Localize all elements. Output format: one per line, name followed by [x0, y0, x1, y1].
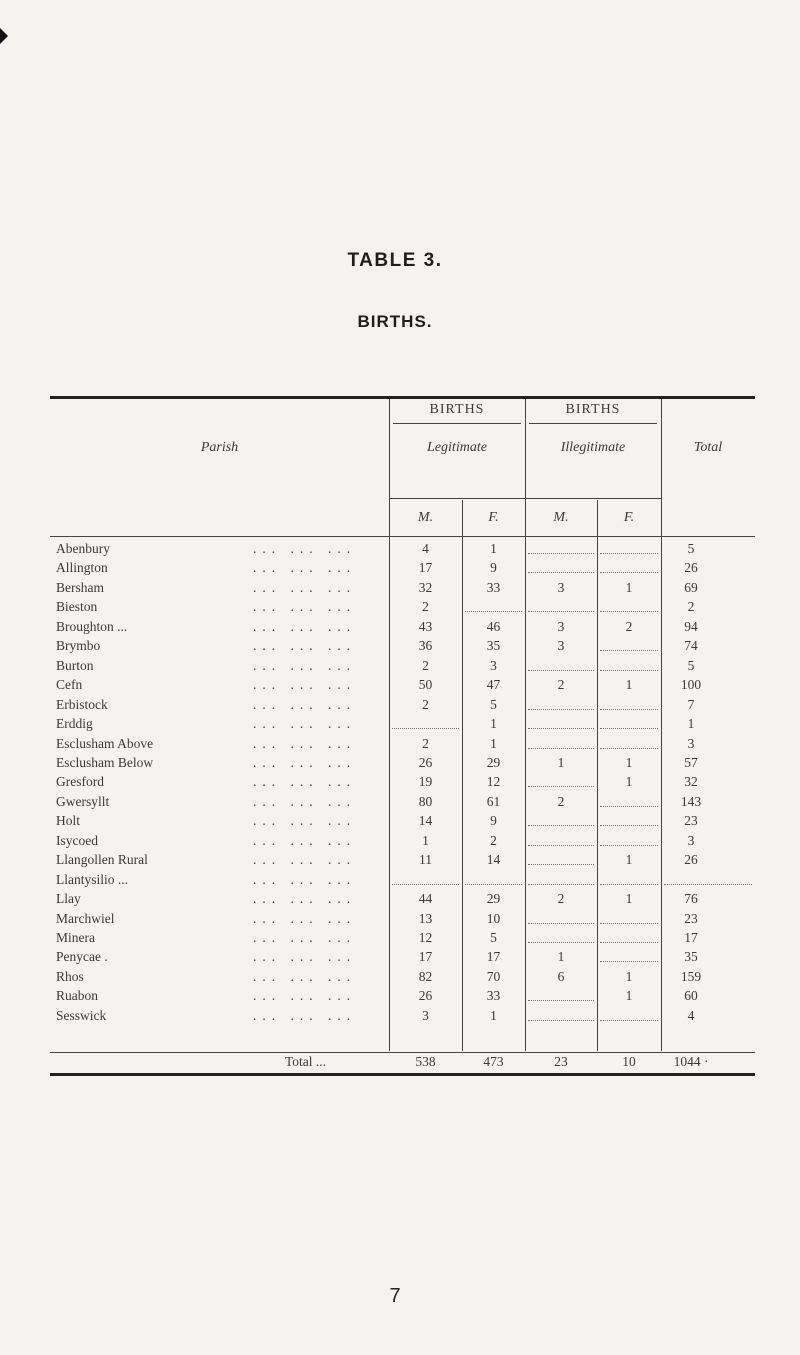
dot-leader: ... ... ... — [253, 1007, 357, 1023]
empty-cell-leader — [528, 825, 594, 826]
cell-legit-f: 3 — [490, 657, 497, 673]
cell-legit-m: 17 — [418, 949, 433, 965]
dot-leader: ... ... ... — [253, 793, 357, 809]
dot-leader: ... ... ... — [253, 949, 357, 965]
empty-cell-leader — [528, 864, 594, 865]
dot-leader: ... ... ... — [253, 541, 357, 556]
cell-illegit-f: 1 — [625, 579, 633, 595]
subheader-rule — [389, 498, 661, 499]
cell-legit-m: 80 — [418, 793, 433, 809]
header-legit-m: M. — [417, 510, 434, 525]
header-legitimate: Legitimate — [427, 440, 487, 455]
cell-total: 100 — [680, 677, 702, 693]
cell-total: 1 — [687, 716, 695, 732]
cell-total: 57 — [684, 754, 698, 770]
cell-total: 69 — [684, 579, 698, 595]
cell-legit-m: 19 — [418, 774, 433, 790]
cell-legit-f: 35 — [486, 638, 501, 654]
cell-legit-m: 36 — [418, 638, 433, 654]
empty-cell-leader — [600, 884, 658, 885]
table-row — [0, 677, 800, 693]
cell-total: 94 — [684, 618, 698, 634]
cell-total: 17 — [684, 930, 698, 945]
table-row — [0, 813, 800, 829]
table-row — [0, 794, 800, 810]
cell-legit-f: 1 — [490, 541, 497, 556]
empty-cell-leader — [392, 728, 459, 729]
cell-total: 3 — [687, 832, 695, 848]
cell-legit-m: 4 — [422, 541, 429, 556]
cell-legit-m: 13 — [418, 910, 433, 926]
table-row — [0, 580, 800, 596]
cell-legit-f: 14 — [486, 852, 501, 868]
dot-leader: ... ... ... — [253, 735, 357, 751]
cell-legit-m: 43 — [418, 618, 433, 634]
header-illegit-f: F. — [623, 510, 635, 525]
table-bottom-rule — [50, 1073, 755, 1076]
cell-illegit-f: 1 — [625, 852, 633, 868]
cell-legit-m: 2 — [422, 599, 429, 615]
dot-leader: ... ... ... — [253, 852, 357, 868]
cell-legit-f: 5 — [490, 696, 497, 712]
empty-cell-leader — [600, 611, 658, 612]
table-subtitle: BIRTHS. — [357, 312, 433, 331]
cell-legit-f: 33 — [486, 988, 501, 1004]
cell-total: 76 — [684, 891, 698, 907]
empty-cell-leader — [600, 845, 658, 846]
cell-legit-m: 32 — [418, 579, 433, 595]
empty-cell-leader — [600, 825, 658, 826]
parish-name: Brymbo — [56, 638, 101, 654]
cell-legit-f: 9 — [490, 560, 497, 576]
table-row — [0, 949, 800, 965]
dot-leader: ... ... ... — [253, 657, 357, 673]
births-illegit-underline — [529, 423, 657, 424]
cell-legit-m: 12 — [418, 930, 433, 945]
cell-total: 4 — [687, 1007, 695, 1023]
table-top-rule — [50, 396, 755, 399]
table-row — [0, 833, 800, 849]
table-row — [0, 911, 800, 927]
header-illegit-m: M. — [553, 510, 569, 525]
cell-legit-f: 1 — [490, 1007, 497, 1023]
cell-legit-m: 82 — [418, 968, 433, 984]
cell-illegit-f: 1 — [625, 677, 633, 693]
header-bottom-rule — [50, 536, 755, 537]
cell-total: 26 — [684, 852, 698, 868]
table-row — [0, 930, 800, 946]
total-legit-f: 473 — [483, 1054, 504, 1069]
empty-cell-leader — [600, 670, 658, 671]
cell-total: 35 — [684, 949, 698, 965]
table-row — [0, 891, 800, 907]
cell-legit-f: 9 — [490, 813, 497, 829]
dot-leader: ... ... ... — [253, 599, 357, 615]
cell-total: 60 — [684, 988, 698, 1004]
empty-cell-leader — [528, 1020, 594, 1021]
dot-leader: ... ... ... — [253, 579, 357, 595]
cell-illegit-f: 1 — [625, 988, 633, 1004]
page-number: 7 — [389, 1285, 401, 1307]
cell-legit-m: 26 — [418, 988, 433, 1004]
parish-name: Isycoed — [56, 832, 98, 848]
empty-cell-leader — [600, 748, 658, 749]
empty-cell-leader — [600, 923, 658, 924]
parish-name: Gwersyllt — [56, 793, 110, 809]
table-row — [0, 852, 800, 868]
empty-cell-leader — [664, 884, 752, 885]
cell-legit-f: 70 — [486, 968, 501, 984]
parish-name: Gresford — [56, 774, 104, 790]
empty-cell-leader — [528, 572, 594, 573]
table-row — [0, 560, 800, 576]
dot-leader: ... ... ... — [253, 560, 357, 576]
cell-total: 32 — [684, 774, 698, 790]
totals-rule — [50, 1052, 755, 1053]
parish-name: Abenbury — [56, 541, 110, 556]
dot-leader: ... ... ... — [253, 871, 357, 887]
cell-legit-m: 26 — [418, 754, 433, 770]
dot-leader: ... ... ... — [253, 618, 357, 634]
cell-illegit-f: 1 — [625, 754, 633, 770]
header-births-illegit: BIRTHS — [565, 402, 621, 417]
cell-legit-f: 33 — [486, 579, 501, 595]
grand-total: 1044 · — [673, 1054, 709, 1069]
dot-leader: ... ... ... — [253, 716, 357, 732]
cell-illegit-m: 2 — [557, 793, 565, 809]
parish-name: Minera — [56, 930, 95, 945]
empty-cell-leader — [600, 728, 658, 729]
empty-cell-leader — [528, 923, 594, 924]
cell-legit-m: 44 — [418, 891, 433, 907]
empty-cell-leader — [392, 884, 459, 885]
header-illegitimate: Illegitimate — [560, 440, 626, 455]
cell-illegit-m: 2 — [557, 891, 565, 907]
dot-leader: ... ... ... — [253, 638, 357, 654]
cell-total: 5 — [687, 657, 695, 673]
cell-legit-m: 2 — [422, 696, 429, 712]
cell-illegit-m: 1 — [557, 949, 565, 965]
table-row — [0, 969, 800, 985]
cell-illegit-f: 2 — [625, 618, 633, 634]
cell-total: 23 — [684, 910, 698, 926]
parish-name: Llay — [56, 891, 81, 907]
cell-total: 26 — [684, 560, 698, 576]
empty-cell-leader — [600, 1020, 658, 1021]
cell-legit-m: 2 — [422, 657, 429, 673]
empty-cell-leader — [528, 942, 594, 943]
cell-total: 5 — [687, 541, 695, 556]
empty-cell-leader — [465, 611, 522, 612]
empty-cell-leader — [528, 845, 594, 846]
total-illegit-f: 10 — [622, 1054, 636, 1069]
empty-cell-leader — [528, 553, 594, 554]
cell-legit-f: 17 — [486, 949, 501, 965]
cell-legit-f: 10 — [486, 910, 501, 926]
table-row — [0, 716, 800, 732]
header-legit-f: F. — [488, 510, 499, 525]
cell-legit-m: 14 — [418, 813, 433, 829]
table-row — [0, 658, 800, 674]
cell-illegit-m: 2 — [557, 677, 565, 693]
margin-mark — [0, 28, 8, 44]
empty-cell-leader — [600, 961, 658, 962]
dot-leader: ... ... ... — [253, 754, 357, 770]
cell-illegit-f: 1 — [625, 891, 633, 907]
parish-name: Llangollen Rural — [56, 852, 148, 868]
header-parish: Parish — [200, 440, 239, 455]
cell-illegit-m: 6 — [557, 968, 565, 984]
parish-name: Allington — [56, 560, 108, 576]
parish-name: Holt — [56, 813, 81, 829]
dot-leader: ... ... ... — [253, 832, 357, 848]
dot-leader: ... ... ... — [253, 968, 357, 984]
parish-name: Cefn — [56, 677, 83, 693]
cell-total: 74 — [684, 638, 698, 654]
cell-legit-f: 29 — [486, 754, 501, 770]
cell-legit-f: 1 — [490, 716, 497, 732]
cell-total: 143 — [680, 793, 702, 809]
table-row — [0, 736, 800, 752]
cell-legit-f: 5 — [490, 930, 497, 945]
cell-legit-f: 61 — [486, 793, 501, 809]
parish-name: Bersham — [56, 579, 104, 595]
parish-name: Esclusham Above — [56, 735, 154, 751]
table-row — [0, 872, 800, 888]
parish-name: Broughton ... — [56, 618, 128, 634]
empty-cell-leader — [600, 942, 658, 943]
cell-legit-m: 11 — [419, 852, 432, 868]
empty-cell-leader — [528, 748, 594, 749]
parish-name: Ruabon — [56, 988, 98, 1004]
parish-name: Burton — [56, 657, 94, 673]
empty-cell-leader — [600, 650, 658, 651]
table-row — [0, 541, 800, 557]
dot-leader: ... ... ... — [253, 910, 357, 926]
cell-legit-f: 29 — [486, 891, 501, 907]
table-row — [0, 1008, 800, 1024]
cell-illegit-m: 1 — [557, 754, 565, 770]
dot-leader: ... ... ... — [253, 696, 357, 712]
cell-total: 2 — [687, 599, 695, 615]
totals-label: Total ... — [285, 1054, 327, 1069]
table-row — [0, 755, 800, 771]
empty-cell-leader — [528, 786, 594, 787]
cell-illegit-m: 3 — [557, 579, 565, 595]
empty-cell-leader — [600, 709, 658, 710]
cell-legit-m: 3 — [422, 1007, 429, 1023]
total-legit-m: 538 — [415, 1054, 436, 1069]
parish-name: Penycae . — [56, 949, 108, 965]
parish-name: Sesswick — [56, 1007, 107, 1023]
cell-legit-m: 2 — [422, 735, 429, 751]
parish-name: Erbistock — [56, 696, 108, 712]
empty-cell-leader — [465, 884, 522, 885]
table-row — [0, 697, 800, 713]
cell-total: 23 — [684, 813, 698, 829]
dot-leader: ... ... ... — [253, 891, 357, 907]
cell-legit-m: 50 — [418, 677, 433, 693]
cell-legit-f: 47 — [486, 677, 501, 693]
empty-cell-leader — [600, 553, 658, 554]
total-illegit-m: 23 — [554, 1054, 568, 1069]
empty-cell-leader — [528, 670, 594, 671]
empty-cell-leader — [528, 611, 594, 612]
parish-name: Marchwiel — [56, 910, 115, 926]
cell-legit-f: 2 — [490, 832, 497, 848]
births-legit-underline — [393, 423, 521, 424]
cell-illegit-f: 1 — [625, 968, 633, 984]
table-row — [0, 599, 800, 615]
header-total: Total — [693, 440, 723, 455]
header-births-legit: BIRTHS — [429, 402, 485, 417]
empty-cell-leader — [528, 884, 594, 885]
parish-name: Erddig — [56, 716, 93, 732]
empty-cell-leader — [528, 728, 594, 729]
cell-illegit-m: 3 — [557, 618, 565, 634]
totals-row — [0, 1054, 800, 1070]
table-row — [0, 988, 800, 1004]
empty-cell-leader — [528, 1000, 594, 1001]
cell-total: 7 — [687, 696, 695, 712]
dot-leader: ... ... ... — [253, 988, 357, 1004]
empty-cell-leader — [600, 806, 658, 807]
cell-total: 159 — [680, 968, 702, 984]
empty-cell-leader — [528, 709, 594, 710]
dot-leader: ... ... ... — [253, 677, 357, 693]
cell-illegit-f: 1 — [625, 774, 633, 790]
table-title: TABLE 3. — [347, 250, 443, 271]
dot-leader: ... ... ... — [253, 774, 357, 790]
dot-leader: ... ... ... — [253, 813, 357, 829]
parish-name: Rhos — [56, 968, 84, 984]
cell-legit-f: 1 — [490, 735, 497, 751]
cell-total: 3 — [687, 735, 695, 751]
table-row — [0, 774, 800, 790]
table-row — [0, 619, 800, 635]
cell-legit-f: 46 — [486, 618, 501, 634]
cell-legit-f: 12 — [486, 774, 501, 790]
dot-leader: ... ... ... — [253, 930, 357, 945]
empty-cell-leader — [600, 572, 658, 573]
parish-name: Llantysilio ... — [56, 871, 128, 887]
cell-legit-m: 1 — [422, 832, 429, 848]
parish-name: Bieston — [56, 599, 98, 615]
cell-illegit-m: 3 — [557, 638, 565, 654]
cell-legit-m: 17 — [418, 560, 433, 576]
parish-name: Esclusham Below — [56, 754, 154, 770]
table-row — [0, 638, 800, 654]
